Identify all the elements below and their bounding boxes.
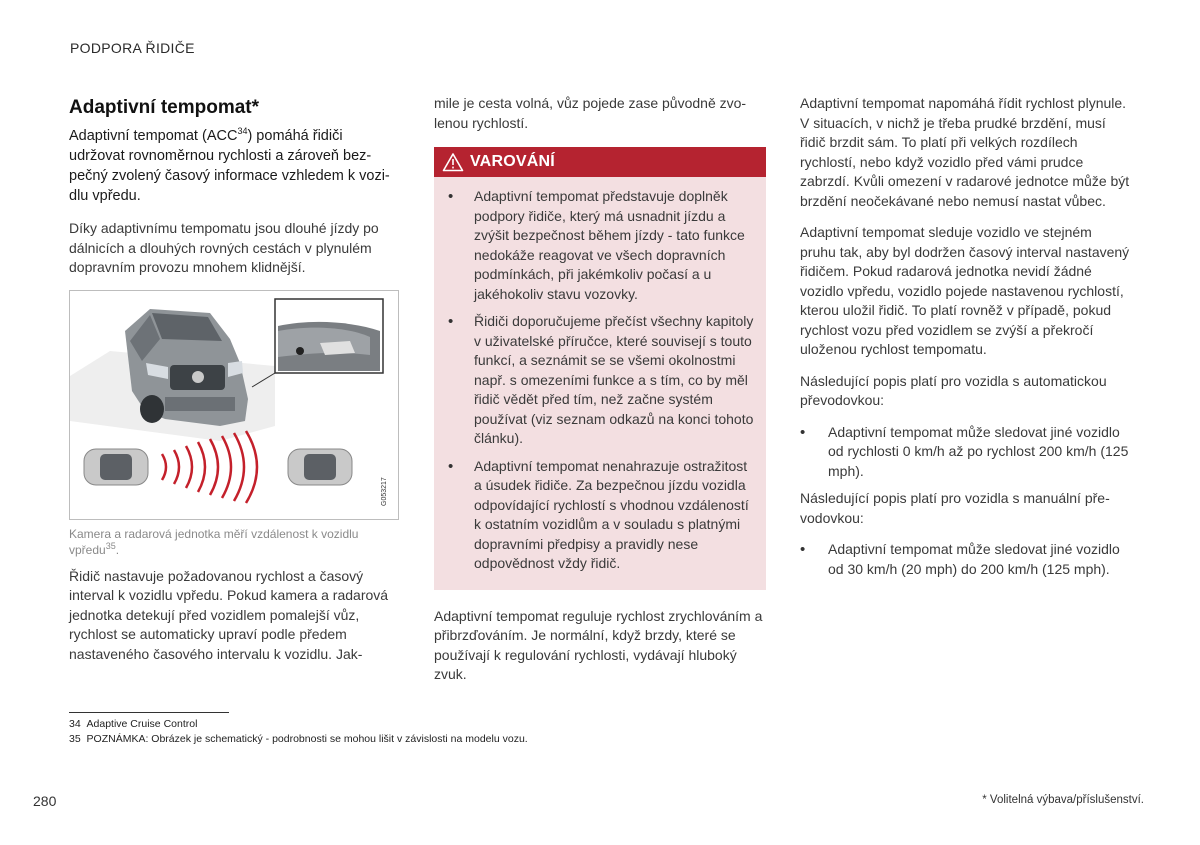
- warning-title: VAROVÁNÍ: [470, 153, 555, 170]
- footnote-35: 35 POZNÁMKA: Obrázek je schematický - podrobnosti se mohou lišit v závislosti na modelu vozu.: [69, 733, 528, 745]
- column-left: [69, 94, 399, 676]
- warning-item: • Adaptivní tempomat představuje doplněk podpory řidiče, který má usnadnit jízdu a zvýšit bezpečnost během jízdy - tato funkce nedokáže reagovat ve všech dopravních podmínkách, při jakémkoliv počasí a u jakéhokoliv stavu vozovky.: [448, 187, 754, 304]
- footnote-ref-34[interactable]: 34: [237, 126, 248, 137]
- footnote-34: 34 Adaptive Cruise Control: [69, 718, 198, 730]
- section-title: Adaptivní tempomat*: [69, 97, 260, 118]
- warning-triangle-icon: [442, 152, 464, 172]
- top-view-lead-car: [288, 449, 352, 485]
- paragraph: Řidič nastavuje požadovanou rychlost a časový interval k vozidlu vpředu. Pokud kamera a radarová jednotka detekují před vozidlem pomalejší vůz, rychlost se automaticky upraví podle předem nastaveného časového intervalu k vozidlu. Jak-: [69, 567, 389, 662]
- paragraph: Adaptivní tempomat napomáhá řídit rychlost plynule. V situacích, v nichž je třeba prudké brzdění, musí řidič brzdit sám. To platí při velkých rozdílech rychlostí, nebo když vozidlo před vámi prudce zabrzdí. Kvůli omezení v radarové jednotce může být brzdění neočekávané nebo nemusí nastat vůbec.: [800, 95, 1130, 209]
- car-radar-illustration: [70, 291, 398, 519]
- warning-header: [434, 147, 766, 177]
- figure-code: G053217: [381, 476, 388, 506]
- bullet-item: • Adaptivní tempomat může sledovat jiné vozidlo od rychlosti 0 km/h až po rychlost 200 km/h (125 mph).: [800, 423, 1130, 482]
- footnote-divider: [69, 712, 229, 713]
- column-middle: [434, 94, 766, 697]
- paragraph: Následující popis platí pro vozidla s automatickou převodovkou:: [800, 372, 1107, 408]
- bullet-item: • Adaptivní tempomat může sledovat jiné vozidlo od 30 km/h (20 mph) do 200 km/h (125 mph).: [800, 540, 1130, 579]
- paragraph: Následující popis platí pro vozidla s manuální převodovkou:: [800, 490, 1110, 526]
- bullet-list: [800, 540, 1130, 579]
- warning-item: • Adaptivní tempomat nenahrazuje ostražitost a úsudek řidiče. Za bezpečnou jízdu vozidla odpovídající rychlostí s vhodnou vzdáleností k ostatním vozidlům a v souladu s platnými dopravními předpisy a pravidly nese odpovědnost vždy řidič.: [448, 457, 754, 574]
- warning-item: • Řidiči doporučujeme přečíst všechny kapitoly v uživatelské příručce, které souvisejí s touto funkcí, a seznámit se se všemi okolnostmi např. s omezeními funkce a s tím, co by měl řidič vědět před tím, než začne systém používat (viz seznam odkazů na konci tohoto článku).: [448, 312, 754, 449]
- paragraph: mile je cesta volná, vůz pojede zase původně zvolenou rychlostí.: [434, 95, 747, 131]
- top-view-own-car: [84, 449, 148, 485]
- optional-equipment-note: * Volitelná výbava/příslušenství.: [982, 794, 1144, 806]
- column-right: [800, 94, 1130, 587]
- warning-box: [434, 147, 766, 590]
- intro-paragraph: Adaptivní tempomat (ACC$^{34}$) pomáhá řidiči udržovat rovnoměrnou rychlosti a zároveň bezpečný zvolený časový informace vzhledem k vozidlu vpředu.: [69, 126, 390, 204]
- running-header: PODPORA ŘIDIČE: [70, 40, 195, 56]
- footnote-ref-35[interactable]: 35: [105, 540, 116, 551]
- paragraph: Adaptivní tempomat reguluje rychlost zrychlováním a přibrzďováním. Je normální, když brzdy, které se používají k regulování rychlosti, vydávají hluboký zvuk.: [434, 607, 763, 682]
- page-number: 280: [33, 793, 57, 809]
- bullet-list: [800, 423, 1130, 482]
- acc-illustration: [69, 290, 399, 520]
- figure-caption: Kamera a radarová jednotka měří vzdálenost k vozidlu vpředu$^{35}$.: [69, 526, 359, 557]
- paragraph: Díky adaptivnímu tempomatu jsou dlouhé jízdy po dálnicích a dlouhých rovných cestách v plynulém dopravním provozu mnohem klidnější.: [69, 220, 379, 275]
- suv-front-view: [125, 309, 248, 426]
- paragraph: Adaptivní tempomat sleduje vozidlo ve stejném pruhu tak, aby byl dodržen časový interval nastavený řidičem. Pokud radarová jednotka nevidí žádné vozidlo vpředu, vozidlo pojede nastavenou rychlostí, kterou uložil řidič. To platí rovněž v případě, pokud rychlost vozu před vozidlem se zvýší a překročí uloženou rychlost tempomatu.: [800, 224, 1130, 357]
- warning-list: [434, 177, 766, 574]
